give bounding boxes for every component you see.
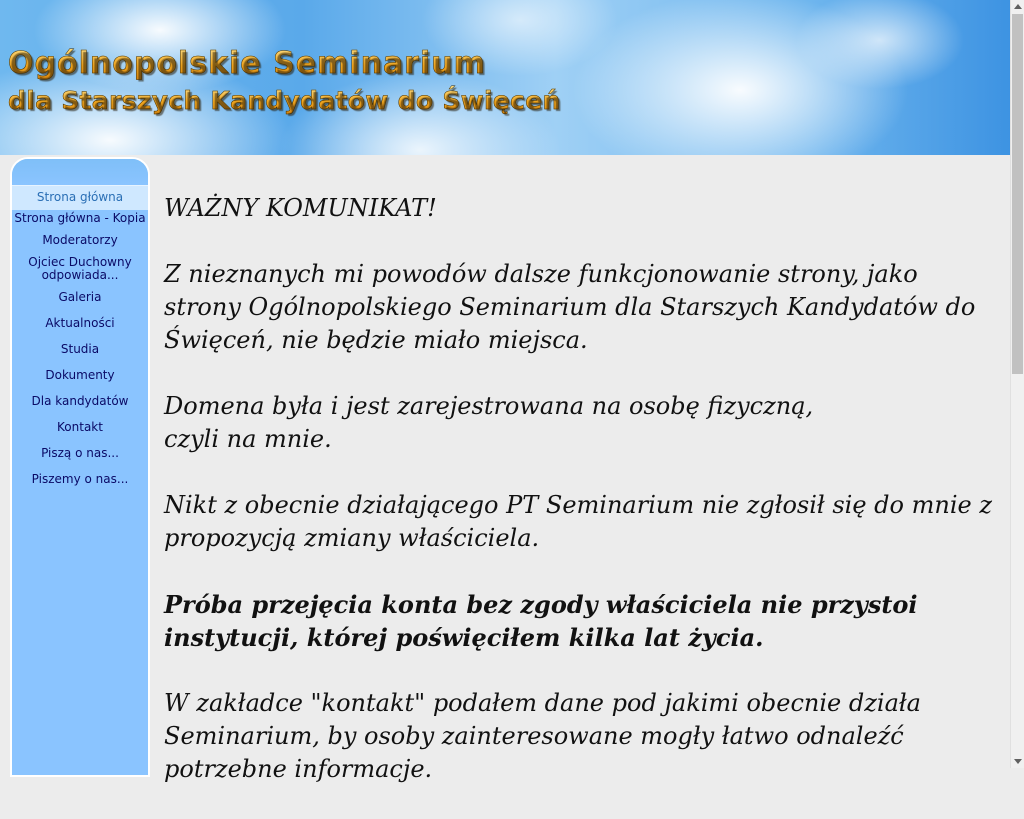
sidebar-item-ojciec-duchowny[interactable]: Ojciec Duchowny odpowiada... [28, 255, 132, 282]
announcement-paragraph-5: W zakładce "kontakt" podałem dane pod jakimi obecnie działa Seminarium, by osoby zainteresowane mogły łatwo odnaleźć potrzebne informacje. [164, 689, 921, 783]
sidebar-item-piszemy-o-nas[interactable]: Piszemy o nas... [31, 472, 129, 486]
sidebar-item-moderatorzy[interactable]: Moderatorzy [42, 233, 118, 247]
sidebar-top-cap [12, 159, 148, 185]
sidebar-item-strona-glowna-kopia[interactable]: Strona główna - Kopia [14, 211, 146, 225]
site-title-line-1: Ogólnopolskie Seminarium [8, 46, 486, 81]
sidebar-item-kontakt[interactable]: Kontakt [57, 420, 103, 434]
scroll-down-arrow-icon[interactable] [1011, 754, 1024, 768]
announcement-paragraph-1: Z nieznanych mi powodów dalsze funkcjonowanie strony, jako strony Ogólnopolskiego Seminarium dla Starszych Kandydatów do Święceń, nie będzie miało miejsca. [164, 260, 976, 354]
announcement-paragraph-4-bold: Próba przejęcia konta bez zgody właściciela nie przystoi instytucji, której poświęciłem kilka lat życia. [164, 590, 918, 652]
sidebar-item-dla-kandydatow[interactable]: Dla kandydatów [31, 394, 129, 408]
announcement-heading: WAŻNY KOMUNIKAT! [164, 194, 437, 222]
vertical-scrollbar[interactable] [1010, 0, 1024, 768]
announcement-paragraph-3: Nikt z obecnie działającego PT Seminarium nie zgłosił się do mnie z propozycją zmiany właściciela. [164, 491, 992, 552]
site-title-line-2: dla Starszych Kandydatów do Święceń [8, 86, 561, 115]
scroll-up-arrow-icon[interactable] [1011, 0, 1024, 14]
scrollbar-thumb[interactable] [1012, 14, 1023, 374]
sidebar-item-aktualnosci[interactable]: Aktualności [45, 316, 115, 330]
sidebar-item-studia[interactable]: Studia [60, 342, 100, 356]
paragraph-2-line-2: czyli na mnie. [164, 425, 332, 453]
sidebar-nav [10, 157, 150, 777]
announcement-paragraph-2 [164, 390, 994, 456]
sidebar-item-dokumenty[interactable]: Dokumenty [45, 368, 115, 382]
main-content [164, 192, 994, 819]
sidebar-item-pisza-o-nas[interactable]: Piszą o nas... [41, 446, 119, 460]
sidebar-item-galeria[interactable]: Galeria [58, 290, 102, 304]
sidebar-item-strona-glowna[interactable]: Strona główna [12, 185, 148, 210]
site-header-banner [0, 0, 1010, 155]
paragraph-2-line-1: Domena była i jest zarejestrowana na osobę fizyczną, [164, 392, 814, 420]
